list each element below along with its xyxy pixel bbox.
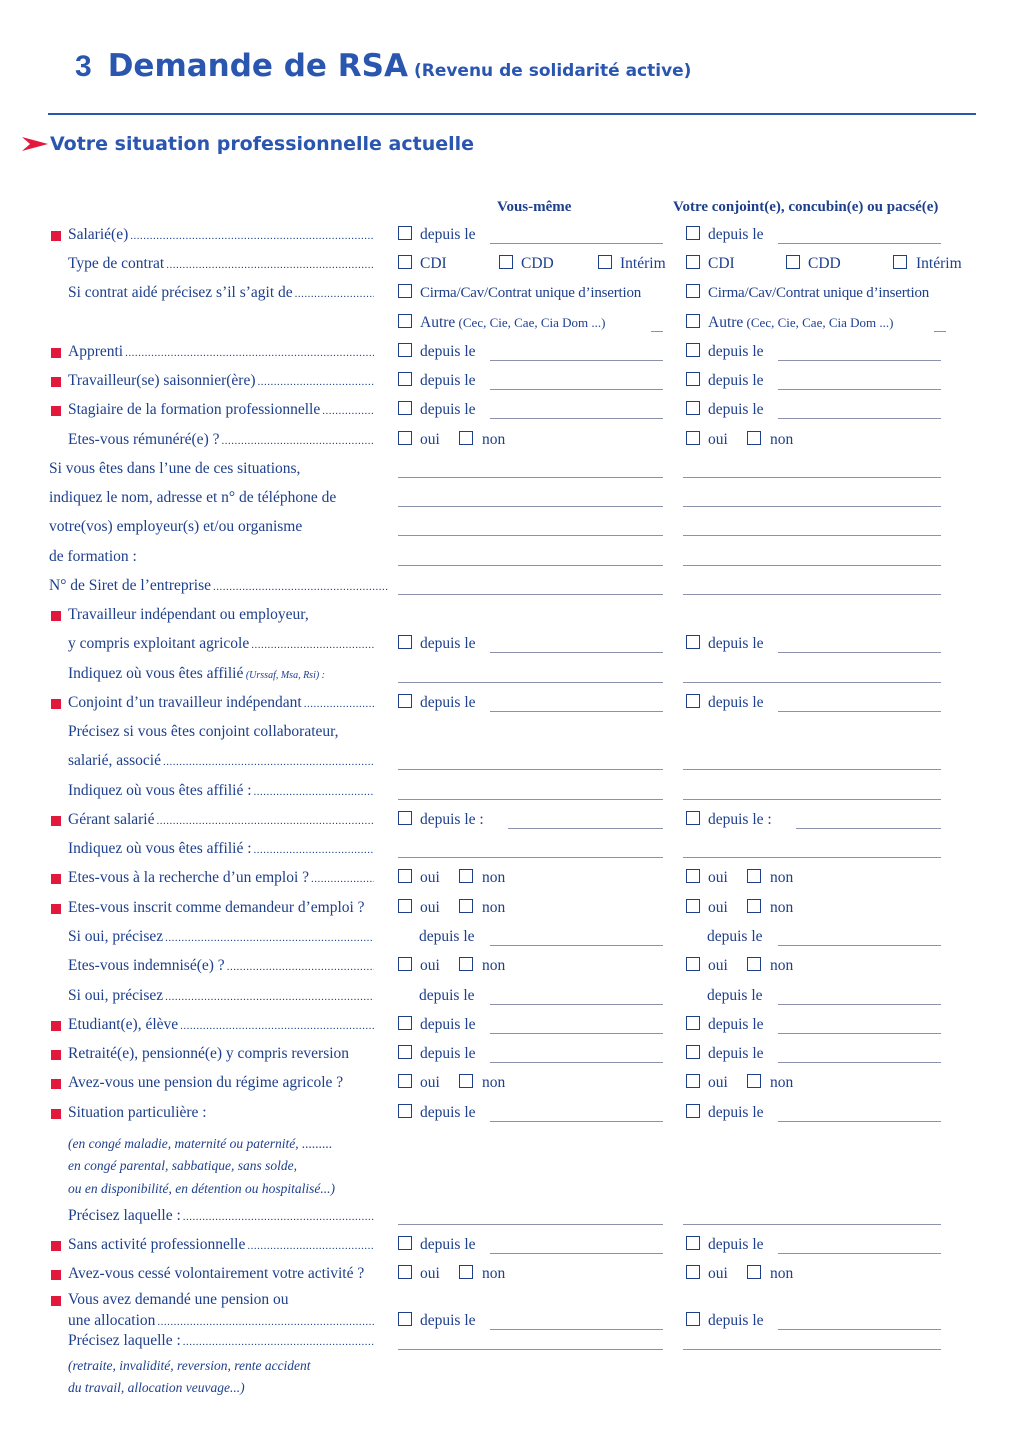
row-label-text: Précisez si vous êtes conjoint collaborateur, [68, 723, 339, 740]
partner-date-field[interactable] [796, 828, 941, 829]
partner-text-field[interactable] [683, 594, 941, 595]
partner-depuis-label: depuis le [708, 1016, 764, 1033]
partner-checkbox[interactable] [686, 372, 700, 386]
self-oui-label: oui [420, 1265, 440, 1282]
partner-cirma-checkbox[interactable] [686, 284, 700, 298]
partner-interim-label: Intérim [916, 255, 962, 272]
row-label-text: de formation : [49, 548, 137, 565]
row-label [49, 577, 389, 596]
partner-date-field[interactable] [778, 1329, 941, 1330]
self-oui-label: oui [420, 957, 440, 974]
partner-oui-checkbox[interactable] [686, 869, 700, 883]
partner-oui-checkbox[interactable] [686, 1265, 700, 1279]
self-cirma-label: Cirma/Cav/Contrat unique d’insertion [420, 285, 642, 301]
partner-date-field[interactable] [778, 243, 941, 244]
self-non-label: non [482, 1074, 506, 1091]
self-oui-label: oui [420, 869, 440, 886]
row-label [68, 782, 374, 801]
self-depuis-label: depuis le [420, 226, 476, 243]
self-date-field[interactable] [490, 945, 663, 946]
partner-checkbox[interactable] [686, 635, 700, 649]
self-checkbox[interactable] [398, 401, 412, 415]
partner-non-label: non [770, 899, 794, 916]
row-label-text: Etes-vous indemnisé(e) ? [68, 957, 225, 974]
self-checkbox[interactable] [398, 635, 412, 649]
partner-oui-label: oui [708, 899, 728, 916]
row-label [68, 1074, 374, 1092]
partner-text-field[interactable] [683, 1349, 941, 1350]
partner-text-field[interactable] [683, 506, 941, 507]
partner-checkbox[interactable] [686, 1045, 700, 1059]
partner-text-field[interactable] [683, 857, 941, 858]
partner-date-field[interactable] [778, 711, 941, 712]
partner-checkbox[interactable] [686, 1104, 700, 1118]
partner-autre-checkbox[interactable] [686, 314, 700, 328]
self-checkbox[interactable] [398, 343, 412, 357]
row-label-text: Avez-vous une pension du régime agricole ? [68, 1074, 344, 1091]
row-label-text: Indiquez où vous êtes affilié [68, 665, 244, 682]
self-checkbox[interactable] [398, 372, 412, 386]
row-label [68, 1236, 374, 1255]
self-checkbox[interactable] [398, 1045, 412, 1059]
self-autre-field[interactable] [651, 331, 663, 332]
row-label [49, 518, 389, 536]
bullet-marker [51, 816, 61, 826]
self-oui-checkbox[interactable] [398, 1074, 412, 1088]
self-checkbox[interactable] [398, 1104, 412, 1118]
partner-non-label: non [770, 1265, 794, 1282]
self-depuis-label: depuis le : [420, 811, 484, 828]
self-oui-label: oui [420, 431, 440, 448]
partner-depuis-label: depuis le [708, 635, 764, 652]
self-date-field[interactable] [490, 711, 663, 712]
self-date-field[interactable] [490, 1121, 663, 1122]
column-header-partner: Votre conjoint(e), concubin(e) ou pacsé(e) [673, 199, 939, 215]
self-non-checkbox[interactable] [459, 1074, 473, 1088]
partner-depuis-label: depuis le [708, 226, 764, 243]
partner-date-field[interactable] [778, 1253, 941, 1254]
note-text: (retraite, invalidité, reversion, rente accident [68, 1358, 311, 1373]
partner-oui-label: oui [708, 869, 728, 886]
row-label [49, 548, 389, 566]
self-autre-detail: (Cec, Cie, Cae, Cia Dom ...) [455, 315, 606, 330]
partner-cdi-label: CDI [708, 255, 735, 272]
row-label-text: Apprenti [68, 343, 124, 360]
partner-date-field[interactable] [778, 652, 941, 653]
row-label-text: Travailleur(se) saisonnier(ère) [68, 372, 256, 389]
bullet-marker [51, 1270, 61, 1280]
partner-text-field[interactable] [683, 799, 941, 800]
row-label-text: une allocation [68, 1312, 156, 1329]
row-label [68, 343, 374, 362]
self-checkbox[interactable] [398, 1312, 412, 1326]
partner-oui-label: oui [708, 431, 728, 448]
partner-oui-label: oui [708, 1265, 728, 1282]
self-oui-label: oui [420, 1074, 440, 1091]
self-cdi-label: CDI [420, 255, 447, 272]
row-label-text: Travailleur indépendant ou employeur, [68, 606, 309, 623]
self-non-label: non [482, 957, 506, 974]
partner-depuis-label: depuis le [708, 1312, 764, 1329]
self-checkbox[interactable] [398, 1236, 412, 1250]
self-depuis-label: depuis le [420, 635, 476, 652]
self-date-field[interactable] [490, 243, 663, 244]
self-text-field[interactable] [398, 565, 663, 566]
row-label [68, 840, 374, 859]
partner-checkbox[interactable] [686, 1016, 700, 1030]
partner-text-field[interactable] [683, 1224, 941, 1225]
partner-date-field[interactable] [778, 945, 941, 946]
self-cdd-label: CDD [521, 255, 554, 272]
row-label [68, 1291, 374, 1309]
partner-interim-checkbox[interactable] [893, 255, 907, 269]
partner-checkbox[interactable] [686, 343, 700, 357]
row-label [68, 401, 374, 420]
row-label-text: Si vous êtes dans l’une de ces situations, [49, 460, 301, 477]
row-label-text: Si oui, précisez [68, 987, 164, 1004]
partner-oui-checkbox[interactable] [686, 431, 700, 445]
row-label [68, 928, 374, 947]
bullet-marker [51, 1109, 61, 1119]
partner-cdd-checkbox[interactable] [786, 255, 800, 269]
bullet-marker [51, 1079, 61, 1089]
partner-depuis-label: depuis le [707, 928, 763, 945]
self-oui-checkbox[interactable] [398, 431, 412, 445]
partner-checkbox[interactable] [686, 811, 700, 825]
title-rule [48, 113, 976, 115]
self-text-field[interactable] [398, 1349, 663, 1350]
row-label [68, 987, 374, 1006]
partner-text-field[interactable] [683, 769, 941, 770]
partner-non-checkbox[interactable] [747, 899, 761, 913]
partner-cdd-label: CDD [808, 255, 841, 272]
bullet-marker [51, 1021, 61, 1031]
self-autre-label: Autre (Cec, Cie, Cae, Cia Dom ...) [420, 314, 606, 331]
note-text: en congé parental, sabbatique, sans solde, [68, 1158, 297, 1173]
self-text-field[interactable] [398, 535, 663, 536]
self-depuis-label: depuis le [420, 1104, 476, 1121]
row-label [68, 1045, 374, 1063]
row-label-text: Conjoint d’un travailleur indépendant [68, 694, 302, 711]
self-autre-checkbox[interactable] [398, 314, 412, 328]
note-text: (en congé maladie, maternité ou paternité, ......... [68, 1136, 333, 1151]
partner-depuis-label: depuis le [708, 1045, 764, 1062]
self-depuis-label: depuis le [420, 401, 476, 418]
self-non-label: non [482, 1265, 506, 1282]
row-label-text: Etes-vous rémunéré(e) ? [68, 431, 220, 448]
partner-date-field[interactable] [778, 360, 941, 361]
title-subtitle: (Revenu de solidarité active) [413, 61, 692, 81]
partner-depuis-label: depuis le [708, 1104, 764, 1121]
row-label [68, 635, 374, 654]
self-non-checkbox[interactable] [459, 957, 473, 971]
row-label [49, 489, 389, 507]
partner-non-label: non [770, 869, 794, 886]
self-depuis-label: depuis le [420, 1016, 476, 1033]
self-depuis-label: depuis le [419, 928, 475, 945]
partner-depuis-label: depuis le [708, 343, 764, 360]
row-label-text: Vous avez demandé une pension ou [68, 1291, 289, 1308]
bullet-marker [51, 1241, 61, 1251]
self-date-field[interactable] [490, 1062, 663, 1063]
row-label [68, 869, 374, 888]
self-text-field[interactable] [398, 682, 663, 683]
self-non-label: non [482, 431, 506, 448]
self-checkbox[interactable] [398, 811, 412, 825]
partner-text-field[interactable] [683, 477, 941, 478]
row-label [68, 811, 374, 830]
self-text-field[interactable] [398, 799, 663, 800]
self-text-field[interactable] [398, 1224, 663, 1225]
row-label-hint: (Urssaf, Msa, Rsi) : [243, 670, 326, 681]
partner-depuis-label: depuis le [707, 987, 763, 1004]
row-label [68, 899, 398, 917]
row-label-text: Avez-vous cessé volontairement votre activité ? [68, 1265, 365, 1282]
self-date-field[interactable] [490, 1004, 663, 1005]
partner-depuis-label: depuis le [708, 694, 764, 711]
partner-depuis-label: depuis le [708, 372, 764, 389]
self-depuis-label: depuis le [420, 343, 476, 360]
row-label [68, 1016, 374, 1035]
bullet-marker [51, 904, 61, 914]
partner-depuis-label: depuis le [708, 401, 764, 418]
partner-date-field[interactable] [778, 1121, 941, 1122]
self-text-field[interactable] [398, 477, 663, 478]
partner-checkbox[interactable] [686, 226, 700, 240]
row-label [68, 431, 374, 450]
row-label-text: y compris exploitant agricole [68, 635, 250, 652]
self-non-checkbox[interactable] [459, 1265, 473, 1279]
partner-date-field[interactable] [778, 418, 941, 419]
self-interim-checkbox[interactable] [598, 255, 612, 269]
self-date-field[interactable] [490, 418, 663, 419]
self-date-field[interactable] [508, 828, 663, 829]
partner-checkbox[interactable] [686, 694, 700, 708]
row-label-text: Salarié(e) [68, 226, 129, 243]
partner-text-field[interactable] [683, 535, 941, 536]
section-heading [22, 133, 474, 155]
bullet-marker [51, 1296, 61, 1306]
partner-checkbox[interactable] [686, 1236, 700, 1250]
partner-non-checkbox[interactable] [747, 1074, 761, 1088]
self-text-field[interactable] [398, 769, 663, 770]
partner-checkbox[interactable] [686, 401, 700, 415]
partner-oui-label: oui [708, 1074, 728, 1091]
partner-cirma-label: Cirma/Cav/Contrat unique d’insertion [708, 285, 930, 301]
partner-non-label: non [770, 957, 794, 974]
partner-non-label: non [770, 1074, 794, 1091]
self-date-field[interactable] [490, 389, 663, 390]
row-label [68, 372, 374, 391]
self-date-field[interactable] [490, 360, 663, 361]
note-text: du travail, allocation veuvage...) [68, 1380, 245, 1395]
row-label-text: Stagiaire de la formation professionnelle [68, 401, 321, 418]
row-label-text: Précisez laquelle : [68, 1207, 181, 1224]
bullet-marker [51, 377, 61, 387]
self-depuis-label: depuis le [420, 1236, 476, 1253]
bullet-marker [51, 231, 61, 241]
row-label-text: Précisez laquelle : [68, 1332, 181, 1349]
self-interim-label: Intérim [620, 255, 666, 272]
row-label [68, 957, 374, 976]
bullet-marker [51, 406, 61, 416]
self-text-field[interactable] [398, 857, 663, 858]
row-label [49, 460, 389, 478]
bullet-marker [51, 348, 61, 358]
row-label [68, 752, 374, 771]
row-label-text: Gérant salarié [68, 811, 155, 828]
row-label [68, 1265, 398, 1283]
row-label-text: Situation particulière : [68, 1104, 207, 1121]
self-non-label: non [482, 869, 506, 886]
self-checkbox[interactable] [398, 1016, 412, 1030]
row-label [68, 723, 374, 741]
row-label [68, 665, 374, 685]
self-oui-checkbox[interactable] [398, 869, 412, 883]
partner-date-field[interactable] [778, 389, 941, 390]
self-checkbox[interactable] [398, 694, 412, 708]
partner-oui-label: oui [708, 957, 728, 974]
row-label [68, 694, 374, 713]
partner-checkbox[interactable] [686, 1312, 700, 1326]
self-cirma-checkbox[interactable] [398, 284, 412, 298]
row-label-text: N° de Siret de l’entreprise [49, 577, 212, 594]
row-label-text: indiquez le nom, adresse et n° de téléphone de [49, 489, 337, 506]
self-oui-checkbox[interactable] [398, 899, 412, 913]
partner-non-checkbox[interactable] [747, 957, 761, 971]
self-depuis-label: depuis le [420, 372, 476, 389]
row-label-text: votre(vos) employeur(s) et/ou organisme [49, 518, 303, 535]
bullet-marker [51, 699, 61, 709]
row-label-text: salarié, associé [68, 752, 161, 769]
self-non-checkbox[interactable] [459, 431, 473, 445]
self-non-checkbox[interactable] [459, 899, 473, 913]
row-label [68, 1312, 374, 1331]
self-non-label: non [482, 899, 506, 916]
note-text: ou en disponibilité, en détention ou hospitalisé...) [68, 1181, 335, 1196]
self-depuis-label: depuis le [419, 987, 475, 1004]
partner-autre-label: Autre (Cec, Cie, Cae, Cia Dom ...) [708, 314, 894, 331]
row-label-text: Retraité(e), pensionné(e) y compris reversion [68, 1045, 350, 1062]
partner-text-field[interactable] [683, 682, 941, 683]
partner-oui-checkbox[interactable] [686, 1074, 700, 1088]
partner-autre-detail: (Cec, Cie, Cae, Cia Dom ...) [743, 315, 894, 330]
self-date-field[interactable] [490, 652, 663, 653]
row-label [68, 1332, 374, 1351]
partner-depuis-label: depuis le [708, 1236, 764, 1253]
partner-autre-field[interactable] [934, 331, 946, 332]
row-label-text: Etes-vous inscrit comme demandeur d’emploi ? [68, 899, 365, 916]
self-checkbox[interactable] [398, 226, 412, 240]
partner-oui-checkbox[interactable] [686, 957, 700, 971]
self-date-field[interactable] [490, 1033, 663, 1034]
row-label [68, 1207, 374, 1226]
bullet-marker [51, 874, 61, 884]
self-date-field[interactable] [490, 1253, 663, 1254]
partner-date-field[interactable] [778, 1033, 941, 1034]
partner-date-field[interactable] [778, 1062, 941, 1063]
row-label-text: Indiquez où vous êtes affilié : [68, 782, 252, 799]
row-label-text: Type de contrat [68, 255, 165, 272]
self-depuis-label: depuis le [420, 1312, 476, 1329]
partner-cdi-checkbox[interactable] [686, 255, 700, 269]
partner-non-checkbox[interactable] [747, 869, 761, 883]
row-label-text: Si oui, précisez [68, 928, 164, 945]
section-title: Votre situation professionnelle actuelle [50, 133, 475, 155]
column-header-self: Vous-même [497, 199, 572, 215]
bullet-marker [51, 1050, 61, 1060]
self-oui-label: oui [420, 899, 440, 916]
row-label-text: Sans activité professionnelle [68, 1236, 246, 1253]
partner-oui-checkbox[interactable] [686, 899, 700, 913]
partner-non-checkbox[interactable] [747, 431, 761, 445]
self-date-field[interactable] [490, 1329, 663, 1330]
arrow-icon [22, 137, 48, 151]
row-label [68, 255, 374, 274]
row-label-text: Etudiant(e), élève [68, 1016, 179, 1033]
partner-non-label: non [770, 431, 794, 448]
self-cdd-checkbox[interactable] [499, 255, 513, 269]
self-cdi-checkbox[interactable] [398, 255, 412, 269]
self-oui-checkbox[interactable] [398, 1265, 412, 1279]
partner-date-field[interactable] [778, 1004, 941, 1005]
self-text-field[interactable] [398, 506, 663, 507]
partner-depuis-label: depuis le : [708, 811, 772, 828]
section-number: 3 [75, 50, 92, 83]
self-non-checkbox[interactable] [459, 869, 473, 883]
row-label [68, 284, 374, 303]
bullet-marker [51, 611, 61, 621]
row-label [68, 606, 374, 624]
self-depuis-label: depuis le [420, 694, 476, 711]
row-label-text: Indiquez où vous êtes affilié : [68, 840, 252, 857]
title-text: Demande de RSA [107, 48, 408, 84]
partner-text-field[interactable] [683, 565, 941, 566]
self-depuis-label: depuis le [420, 1045, 476, 1062]
row-label [68, 226, 374, 245]
row-label-text: Etes-vous à la recherche d’un emploi ? [68, 869, 310, 886]
row-label-text: Si contrat aidé précisez s’il s’agit de [68, 284, 293, 301]
row-label [68, 1104, 374, 1122]
page-title [75, 48, 691, 84]
self-text-field[interactable] [398, 594, 663, 595]
self-oui-checkbox[interactable] [398, 957, 412, 971]
partner-non-checkbox[interactable] [747, 1265, 761, 1279]
